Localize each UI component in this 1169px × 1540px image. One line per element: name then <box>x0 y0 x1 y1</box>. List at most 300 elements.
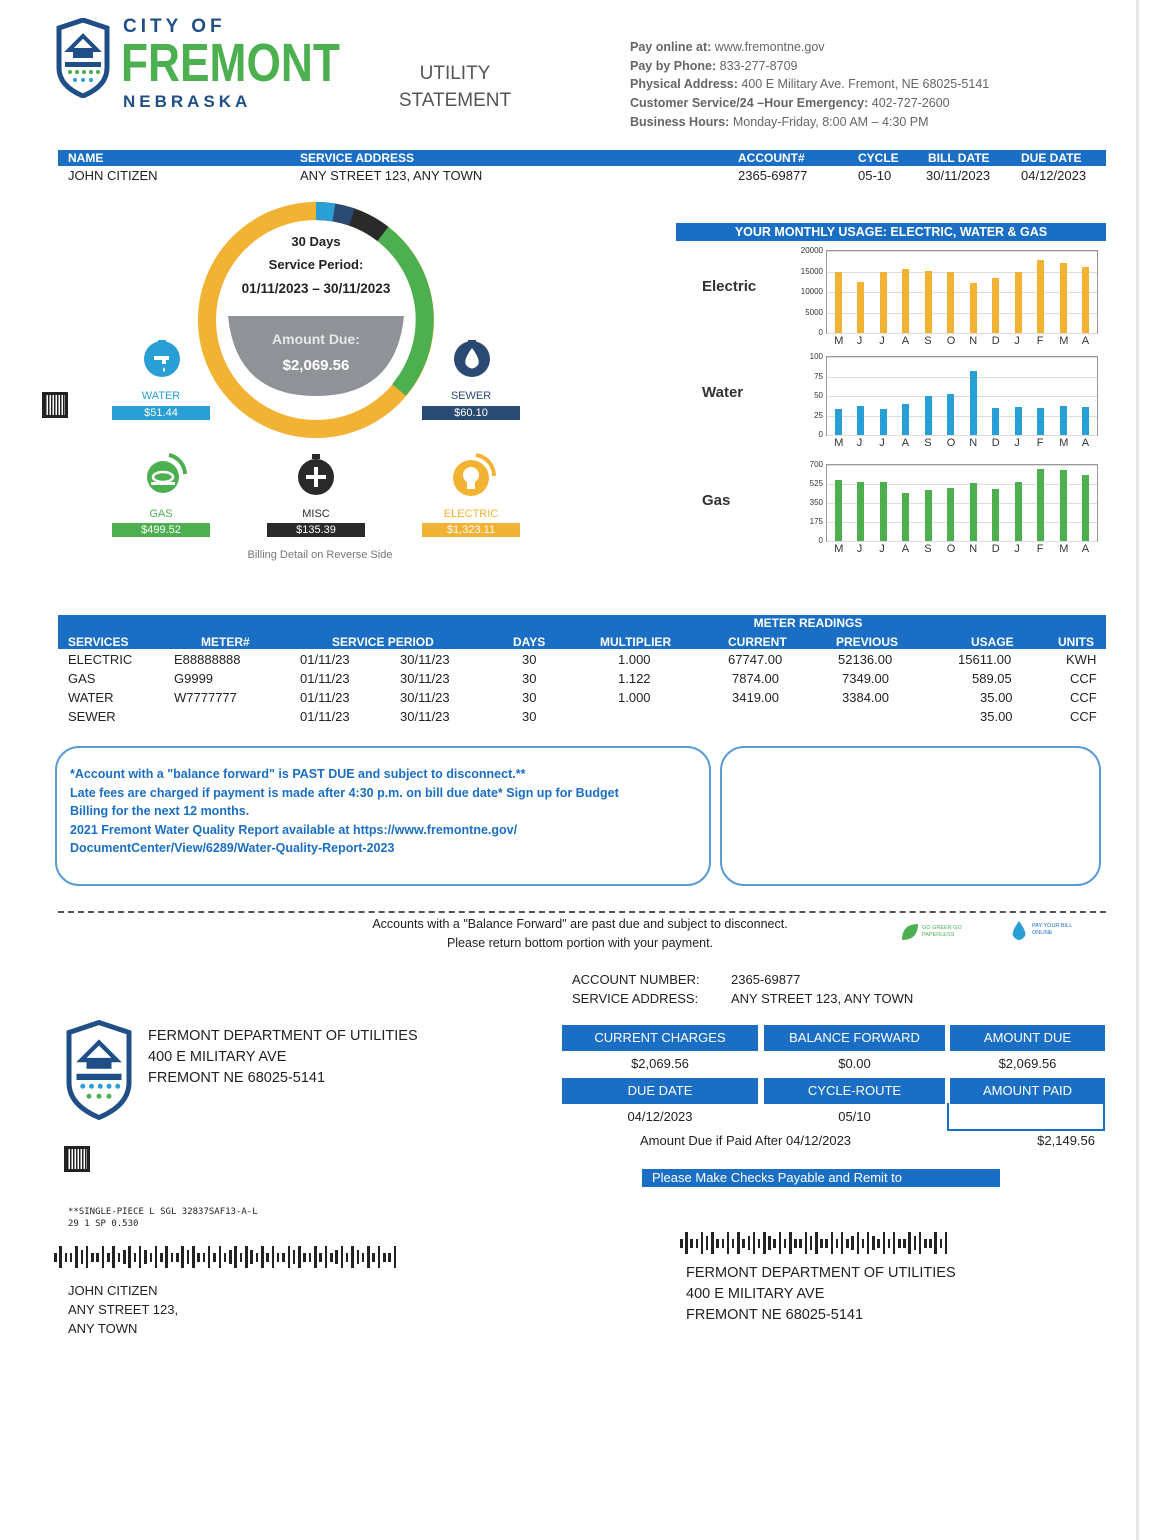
due-date-value: 04/12/2023 <box>627 1109 693 1124</box>
water-bar <box>902 404 909 435</box>
water-gridline <box>827 396 1097 397</box>
water-y-tick: 25 <box>814 410 823 420</box>
barcode-bar <box>208 1246 211 1268</box>
city-logo <box>55 14 340 114</box>
electric-label: ELECTRIC <box>443 508 499 520</box>
barcode-bar <box>86 1246 89 1268</box>
electric-bar <box>1060 263 1067 333</box>
water-tap-icon <box>143 338 181 378</box>
water-usage-chart <box>809 352 1098 449</box>
notice-line-3: Billing for the next 12 months. <box>70 804 250 819</box>
customer-mailing-address: JOHN CITIZEN ANY STREET 123, ANY TOWN <box>68 1283 179 1336</box>
barcode-bar <box>75 1246 78 1268</box>
meter-readings-group: METER READINGS <box>753 616 863 630</box>
water-x-label: S <box>924 437 932 449</box>
service-period-value: 01/11/2023 – 30/11/2023 <box>241 281 391 296</box>
barcode-bar <box>150 1253 153 1262</box>
contact-address: Physical Address: 400 E Military Ave. Fremont, NE 68025-5141 <box>630 77 990 92</box>
barcode-bar <box>118 1253 121 1262</box>
gas-bar <box>1037 469 1044 541</box>
amount-due-header: AMOUNT DUE <box>950 1025 1105 1051</box>
col-days: DAYS <box>513 635 546 649</box>
qr-code-icon <box>42 392 68 418</box>
barcode-bar <box>314 1246 317 1268</box>
electric-usage-chart <box>800 246 1098 347</box>
barcode-bar <box>711 1232 714 1254</box>
barcode-bar <box>298 1246 301 1268</box>
amount-due-value: $2,069.56 <box>282 357 350 374</box>
hdr-account: ACCOUNT# <box>738 151 805 165</box>
cycle-route-value: 05/10 <box>838 1109 871 1124</box>
barcode-bar <box>335 1250 338 1264</box>
electric-bar <box>835 272 842 334</box>
barcode-bar <box>794 1239 797 1248</box>
barcode-bar <box>144 1250 147 1264</box>
stub-account-labels: ACCOUNT NUMBER: SERVICE ADDRESS: <box>572 972 700 1006</box>
water-x-label: J <box>856 437 863 449</box>
gas-bar <box>947 488 954 541</box>
table-row: WATER W7777777 01/11/23 30/11/23 30 1.000 3419.00 3384.00 35.00 CCF <box>68 690 1097 705</box>
water-gridline <box>827 357 1097 358</box>
table-row: GAS G9999 01/11/23 30/11/23 30 1.122 7874.00 7349.00 589.05 CCF <box>68 671 1097 686</box>
barcode-bar <box>732 1239 735 1248</box>
water-chart-label: Water <box>702 384 744 401</box>
barcode-bar <box>160 1253 163 1262</box>
stub-service-address: ANY STREET 123, ANY TOWN <box>731 991 914 1006</box>
gas-gridline <box>827 503 1097 504</box>
barcode-bar <box>192 1246 195 1268</box>
hdr-bill-date: BILL DATE <box>928 151 990 165</box>
title-line-1: UTILITY <box>419 63 491 84</box>
notice-line-4[interactable]: 2021 Fremont Water Quality Report available at https://www.fremontne.gov/ <box>70 822 518 837</box>
barcode-bar <box>219 1246 222 1268</box>
barcode-bar <box>862 1239 865 1248</box>
electric-bar <box>880 272 887 334</box>
barcode-bar <box>213 1253 216 1262</box>
barcode-bar <box>680 1239 683 1248</box>
electric-x-label: A <box>901 335 910 347</box>
water-bar <box>1015 407 1022 435</box>
water-bar <box>1037 408 1044 435</box>
gas-chart-label: Gas <box>702 492 731 509</box>
drop-icon <box>1010 920 1028 942</box>
remit-banner: Please Make Checks Payable and Remit to <box>642 1169 1000 1187</box>
barcode-bar <box>325 1246 328 1268</box>
barcode-bar <box>234 1246 237 1268</box>
electric-x-label: M <box>834 335 844 347</box>
gas-label: GAS <box>149 508 173 520</box>
gas-x-label: D <box>991 543 1000 555</box>
water-bar <box>880 409 887 435</box>
remit-address: FERMONT DEPARTMENT OF UTILITIES 400 E MILITARY AVE FREMONT NE 68025-5141 <box>686 1265 956 1323</box>
electric-gridline <box>827 272 1097 273</box>
electric-x-label: J <box>856 335 863 347</box>
water-bar <box>925 396 932 435</box>
water-gridline <box>827 416 1097 417</box>
service-period-label: Service Period: <box>268 257 364 272</box>
gas-bar <box>880 482 887 541</box>
electric-bar <box>1082 267 1089 333</box>
cut-line <box>58 911 1106 913</box>
electric-x-label: F <box>1036 335 1044 347</box>
stub-dept-address: FERMONT DEPARTMENT OF UTILITIES 400 E MILITARY AVE FREMONT NE 68025-5141 <box>148 1028 418 1086</box>
billing-detail-note: Billing Detail on Reverse Side <box>247 549 393 561</box>
electric-x-label: A <box>1081 335 1090 347</box>
barcode-bar <box>197 1253 200 1262</box>
water-y-tick: 75 <box>814 371 823 381</box>
gas-gridline <box>827 484 1097 485</box>
barcode-bar <box>123 1250 126 1264</box>
water-bar <box>835 409 842 435</box>
barcode-bar <box>261 1246 264 1268</box>
gas-y-tick: 525 <box>809 479 823 488</box>
gas-bar <box>835 480 842 541</box>
water-x-label: M <box>834 437 844 449</box>
barcode-bar <box>789 1232 792 1254</box>
barcode-bar <box>155 1246 158 1268</box>
val-due-date: 04/12/2023 <box>1021 168 1087 183</box>
barcode-bar <box>685 1232 688 1254</box>
gas-amount: $499.52 <box>112 523 210 537</box>
water-bar <box>857 406 864 435</box>
gas-x-label: N <box>969 543 978 555</box>
document-title <box>390 60 520 114</box>
electric-chart-label: Electric <box>702 278 757 295</box>
postal-barcode <box>54 1246 399 1270</box>
barcode-bar <box>945 1232 948 1254</box>
barcode-bar <box>799 1239 802 1248</box>
barcode-bar <box>779 1232 782 1254</box>
barcode-bar <box>54 1253 57 1262</box>
barcode-bar <box>940 1239 943 1248</box>
val-account: 2365-69877 <box>738 168 808 183</box>
barcode-bar <box>716 1239 719 1248</box>
gas-bar <box>970 483 977 541</box>
electric-x-label: J <box>879 335 885 347</box>
contact-info <box>630 38 989 132</box>
barcode-bar <box>330 1253 333 1262</box>
amount-paid-header: AMOUNT PAID <box>950 1078 1105 1104</box>
barcode-bar <box>91 1253 94 1262</box>
barcode-bar <box>753 1232 756 1254</box>
col-previous: PREVIOUS <box>836 635 899 649</box>
gas-bar <box>1082 475 1089 541</box>
barcode-bar <box>70 1253 73 1262</box>
electric-gridline <box>827 313 1097 314</box>
barcode-bar <box>171 1253 174 1262</box>
barcode-bar <box>81 1250 84 1264</box>
notice-line-5[interactable]: DocumentCenter/View/6289/Water-Quality-Report-2023 <box>70 841 395 856</box>
col-usage: USAGE <box>971 635 1014 649</box>
barcode-bar <box>250 1250 253 1264</box>
late-amount-label: Amount Due if Paid After 04/12/2023 <box>640 1133 852 1148</box>
col-service-period: SERVICE PERIOD <box>332 635 434 649</box>
electric-gridline <box>827 251 1097 252</box>
contact-phone: Pay by Phone: 833-277-8709 <box>630 58 798 73</box>
electric-y-tick: 10000 <box>800 287 823 296</box>
water-x-label: M <box>1059 437 1069 449</box>
barcode-bar <box>825 1239 828 1248</box>
barcode-bar <box>240 1253 243 1262</box>
water-gridline <box>827 377 1097 378</box>
meter-table-body <box>58 652 1106 728</box>
barcode-bar <box>107 1253 110 1262</box>
barcode-bar <box>176 1253 179 1262</box>
barcode-bar <box>727 1232 730 1254</box>
barcode-bar <box>256 1253 259 1262</box>
barcode-bar <box>722 1239 725 1248</box>
gas-bar <box>1015 482 1022 541</box>
electric-x-label: J <box>1014 335 1020 347</box>
gas-x-label: A <box>901 543 910 555</box>
sewer-amount: $60.10 <box>422 406 520 420</box>
electric-x-label: N <box>969 335 978 347</box>
hdr-due-date: DUE DATE <box>1021 151 1082 165</box>
electric-bar <box>857 282 864 333</box>
barcode-bar <box>768 1236 771 1250</box>
barcode-bar <box>293 1250 296 1264</box>
shield-icon <box>62 1020 136 1120</box>
hdr-cycle: CYCLE <box>858 151 899 165</box>
water-label: WATER <box>141 390 181 402</box>
amount-due-label: Amount Due: <box>272 331 360 347</box>
contact-web: Pay online at: www.fremontne.gov <box>630 40 825 54</box>
barcode-bar <box>59 1246 62 1268</box>
barcode-bar <box>903 1239 906 1248</box>
contact-hours: Business Hours: Monday-Friday, 8:00 AM – 4:30 PM <box>630 114 929 129</box>
table-row: ELECTRIC E88888888 01/11/23 30/11/23 30 1.000 67747.00 52136.00 15611.00 KWH <box>68 652 1097 667</box>
gas-bar <box>902 493 909 541</box>
barcode-bar <box>362 1253 365 1262</box>
plus-icon <box>297 452 335 496</box>
electric-bar <box>947 272 954 333</box>
gas-burner-icon <box>141 452 187 498</box>
barcode-bar <box>857 1232 860 1254</box>
gas-gridline <box>827 522 1097 523</box>
water-bar <box>1060 406 1067 435</box>
gas-bar <box>857 482 864 541</box>
contact-emergency: Customer Service/24 –Hour Emergency: 402-727-2600 <box>630 96 950 111</box>
electric-gridline <box>827 292 1097 293</box>
val-service-address: ANY STREET 123, ANY TOWN <box>300 168 483 183</box>
electric-x-label: D <box>991 335 1000 347</box>
balance-forward-header: BALANCE FORWARD <box>764 1025 945 1051</box>
logo-state-text: NEBRASKA <box>123 92 252 111</box>
barcode-bar <box>372 1253 375 1262</box>
shield-icon <box>55 18 111 98</box>
barcode-bar <box>388 1253 391 1262</box>
electric-amount: $1,323.11 <box>422 523 520 537</box>
barcode-bar <box>187 1250 190 1264</box>
col-multiplier: MULTIPLIER <box>600 635 672 649</box>
barcode-bar <box>841 1232 844 1254</box>
amount-donut <box>196 200 436 440</box>
electric-y-tick: 0 <box>818 328 823 337</box>
barcode-bar <box>893 1232 896 1254</box>
barcode-bar <box>805 1232 808 1254</box>
barcode-bar <box>908 1232 911 1254</box>
water-bar <box>970 371 977 435</box>
barcode-bar <box>737 1232 740 1254</box>
barcode-bar <box>773 1239 776 1248</box>
electric-bar <box>970 283 977 333</box>
barcode-bar <box>742 1239 745 1248</box>
water-y-tick: 0 <box>818 430 823 439</box>
barcode-bar <box>139 1246 142 1268</box>
gas-y-tick: 700 <box>809 460 823 469</box>
water-bar <box>947 394 954 435</box>
misc-label: MISC <box>302 508 330 520</box>
barcode-bar <box>277 1253 280 1262</box>
barcode-bar <box>924 1239 927 1248</box>
electric-bar <box>1015 272 1022 334</box>
barcode-bar <box>341 1246 344 1268</box>
qr-code-icon <box>64 1146 90 1172</box>
barcode-bar <box>690 1239 693 1248</box>
balance-forward-value: $0.00 <box>838 1056 871 1071</box>
barcode-bar <box>245 1246 248 1268</box>
barcode-bar <box>706 1236 709 1250</box>
gas-bar <box>1060 470 1067 541</box>
gas-bar <box>992 489 999 541</box>
water-x-label: O <box>946 437 956 449</box>
summary-days: 30 Days <box>291 234 341 249</box>
barcode-bar <box>282 1253 285 1262</box>
barcode-bar <box>929 1239 932 1248</box>
gas-x-label: A <box>1081 543 1090 555</box>
val-bill-date: 30/11/2023 <box>926 168 991 183</box>
barcode-bar <box>357 1250 360 1264</box>
gas-y-tick: 0 <box>818 536 823 545</box>
amount-paid-input[interactable] <box>947 1103 1105 1131</box>
stub-account-values <box>731 970 913 1008</box>
barcode-bar <box>394 1246 397 1268</box>
water-bar <box>992 408 999 435</box>
barcode-bar <box>65 1253 68 1262</box>
stub-account-number: 2365-69877 <box>731 972 801 987</box>
barcode-bar <box>112 1246 115 1268</box>
barcode-bar <box>272 1246 275 1268</box>
water-bar <box>1082 407 1089 435</box>
val-name: JOHN CITIZEN <box>68 168 158 183</box>
water-y-tick: 50 <box>814 391 823 400</box>
cycle-route-header: CYCLE-ROUTE <box>764 1078 945 1104</box>
blank-message-box <box>720 746 1101 886</box>
electric-x-label: O <box>946 335 956 347</box>
barcode-bar <box>888 1239 891 1248</box>
barcode-bar <box>867 1232 870 1254</box>
barcode-bar <box>319 1253 322 1262</box>
water-x-label: D <box>991 437 1000 449</box>
current-charges-header: CURRENT CHARGES <box>562 1025 758 1051</box>
val-cycle: 05-10 <box>858 168 892 183</box>
barcode-bar <box>748 1236 751 1250</box>
water-x-label: J <box>1014 437 1020 449</box>
barcode-bar <box>784 1239 787 1248</box>
col-services: SERVICES <box>68 635 129 649</box>
barcode-bar <box>696 1239 699 1248</box>
barcode-bar <box>758 1239 761 1248</box>
amount-due-value-stub: $2,069.56 <box>998 1056 1057 1071</box>
cut-line-note: Accounts with a "Balance Forward" are past due and subject to disconnect. Please return bottom portion with your payment. <box>372 917 788 950</box>
logo-city-text: CITY OF <box>123 16 226 37</box>
gas-bar <box>925 490 932 541</box>
water-x-label: A <box>901 437 910 449</box>
gas-gridline <box>827 541 1097 542</box>
gas-x-label: M <box>834 543 844 555</box>
barcode-bar <box>820 1239 823 1248</box>
barcode-bar <box>165 1246 168 1268</box>
barcode-bar <box>846 1239 849 1248</box>
barcode-bar <box>96 1253 99 1262</box>
electric-bar <box>1037 260 1044 333</box>
page-edge <box>1136 0 1139 1540</box>
barcode-bar <box>810 1236 813 1250</box>
sewer-drop-icon <box>453 338 491 378</box>
electric-x-label: S <box>924 335 932 347</box>
misc-amount: $135.39 <box>267 523 365 537</box>
gas-x-label: M <box>1059 543 1069 555</box>
water-x-label: J <box>879 437 885 449</box>
barcode-bar <box>383 1253 386 1262</box>
hdr-service-address: SERVICE ADDRESS <box>300 151 415 165</box>
col-meter: METER# <box>201 635 250 649</box>
mail-presort-code: **SINGLE-PIECE L SGL 32837SAF13-A-L 29 1 SP 0.530 <box>68 1207 258 1229</box>
gas-x-label: J <box>879 543 885 555</box>
barcode-bar <box>203 1253 206 1262</box>
water-gridline <box>827 435 1097 436</box>
barcode-bar <box>266 1253 269 1262</box>
go-green-badge: GO GREEN GO PAPERLESS <box>900 922 990 944</box>
electric-y-tick: 15000 <box>800 266 823 276</box>
gas-x-label: O <box>946 543 956 555</box>
barcode-bar <box>877 1239 880 1248</box>
barcode-bar <box>378 1246 381 1268</box>
gas-y-tick: 175 <box>809 517 823 526</box>
lightbulb-icon <box>448 452 496 500</box>
water-y-tick: 100 <box>809 352 823 361</box>
title-line-2: STATEMENT <box>398 90 512 111</box>
sewer-label: SEWER <box>450 390 492 402</box>
col-units: UNITS <box>1058 635 1094 649</box>
water-amount: $51.44 <box>112 406 210 420</box>
meter-table-header <box>58 615 1106 649</box>
notice-line-1: *Account with a "balance forward" is PAST DUE and subject to disconnect.** <box>70 767 526 781</box>
notice-box <box>55 746 711 886</box>
barcode-bar <box>367 1246 370 1268</box>
electric-x-label: M <box>1059 335 1069 347</box>
barcode-bar <box>102 1246 105 1268</box>
barcode-bar <box>851 1236 854 1250</box>
gas-x-label: J <box>856 543 863 555</box>
leaf-icon <box>900 922 920 942</box>
late-amount-value: $2,149.56 <box>1037 1133 1095 1148</box>
electric-bar <box>902 269 909 333</box>
usage-title-bar: YOUR MONTHLY USAGE: ELECTRIC, WATER & GAS <box>676 223 1106 241</box>
account-header-bar <box>58 150 1106 166</box>
due-date-header: DUE DATE <box>562 1078 758 1104</box>
gas-usage-chart <box>809 460 1098 555</box>
contact-web-link[interactable]: www.fremontne.gov <box>714 40 825 54</box>
barcode-bar <box>898 1239 901 1248</box>
barcode-bar <box>815 1232 818 1254</box>
electric-bar <box>992 278 999 333</box>
gas-y-tick: 350 <box>809 498 823 507</box>
barcode-bar <box>919 1232 922 1254</box>
barcode-bar <box>934 1232 937 1254</box>
barcode-bar <box>701 1232 704 1254</box>
barcode-bar <box>229 1250 232 1264</box>
